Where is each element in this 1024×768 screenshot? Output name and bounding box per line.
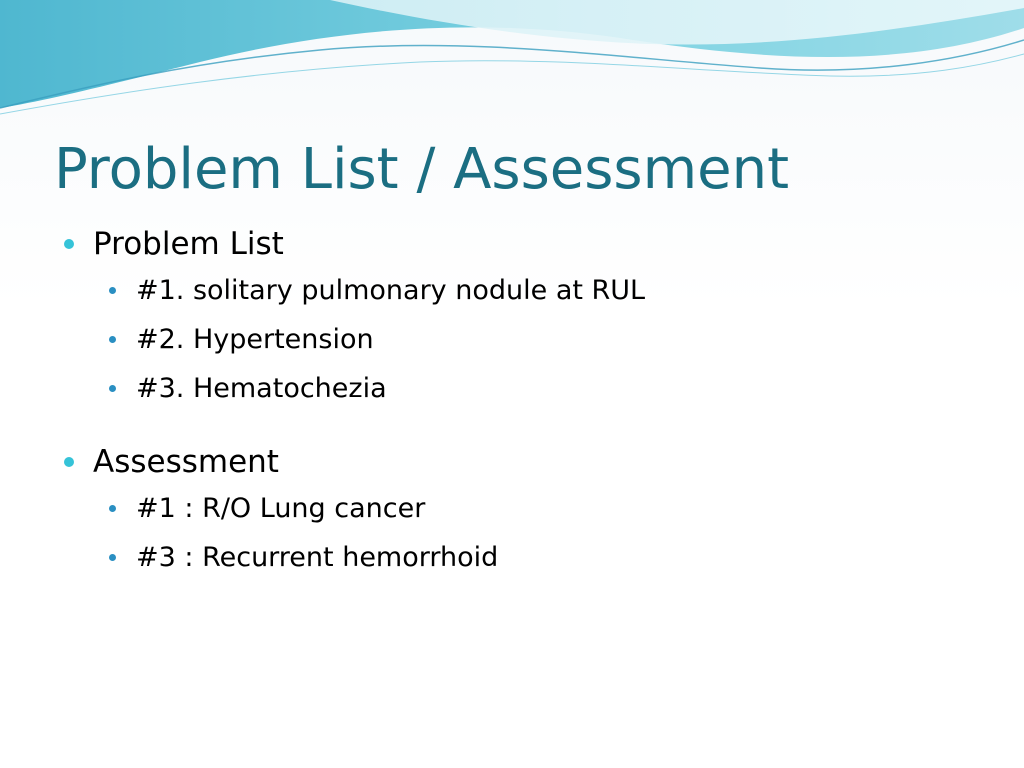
bullet-dot-icon	[109, 554, 116, 561]
list-item: #2. Hypertension	[136, 324, 374, 355]
bullet-level1	[62, 222, 1002, 266]
bullet-dot-icon	[64, 457, 74, 467]
bullet-level1	[62, 440, 1002, 484]
list-item: #1. solitary pulmonary nodule at RUL	[136, 275, 646, 306]
bullet-level2	[62, 364, 1002, 413]
section-heading: Assessment	[93, 444, 279, 480]
list-item: #3. Hematochezia	[136, 373, 387, 404]
section-assessment	[62, 440, 1002, 582]
header-wave-decoration	[0, 0, 1024, 120]
section-problem-list	[62, 222, 1002, 413]
slide-title: Problem List / Assessment	[54, 137, 790, 202]
bullet-level2	[62, 315, 1002, 364]
bullet-dot-icon	[109, 385, 116, 392]
bullet-dot-icon	[64, 239, 74, 249]
bullet-level2	[62, 484, 1002, 533]
bullet-level2	[62, 533, 1002, 582]
slide-body	[62, 222, 1002, 582]
list-item: #1 : R/O Lung cancer	[136, 493, 426, 524]
bullet-dot-icon	[109, 287, 116, 294]
bullet-level2	[62, 266, 1002, 315]
list-item: #3 : Recurrent hemorrhoid	[136, 542, 499, 573]
section-heading: Problem List	[93, 226, 284, 262]
bullet-dot-icon	[109, 505, 116, 512]
bullet-dot-icon	[109, 336, 116, 343]
